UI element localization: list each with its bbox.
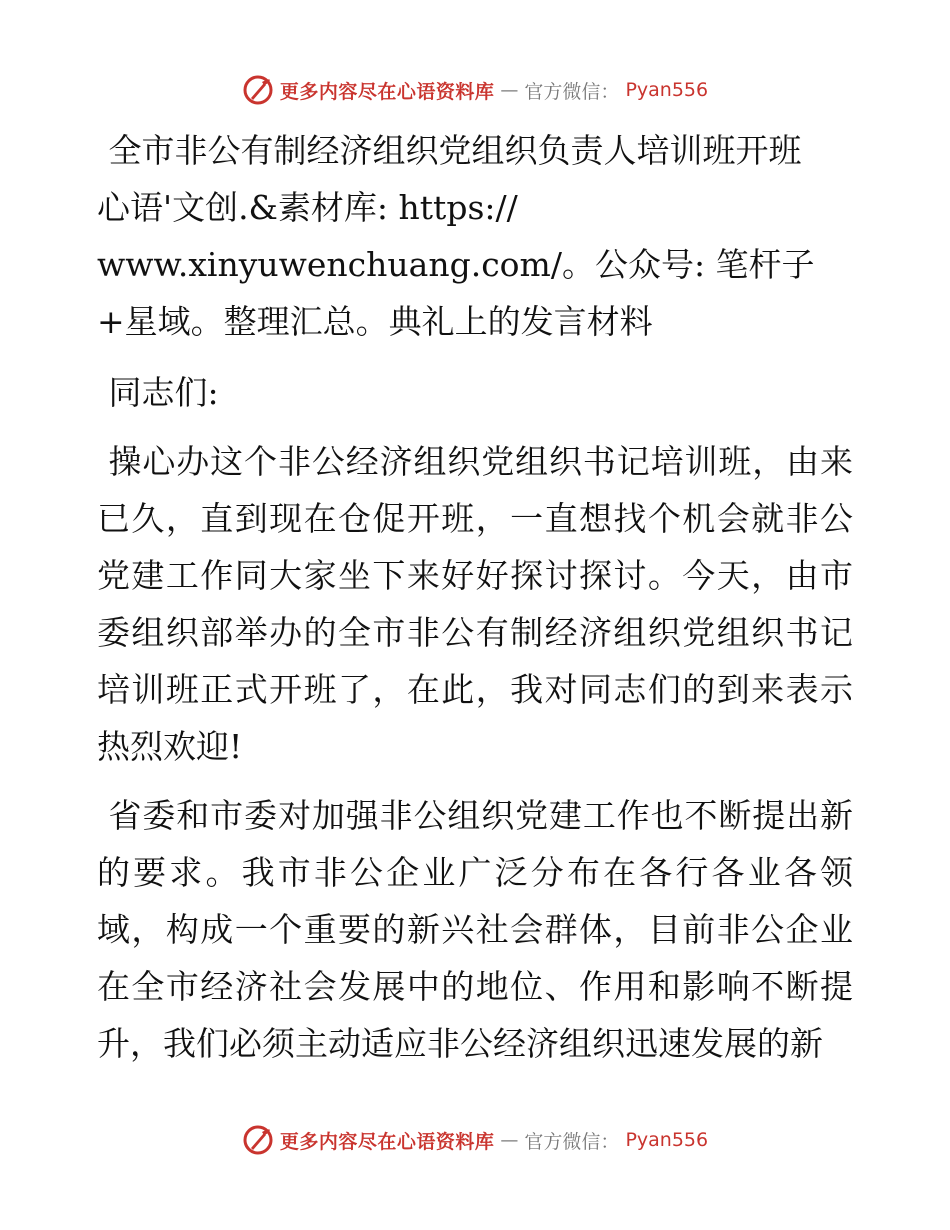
watermark-wechat-label: 官方微信：: [524, 80, 620, 103]
paragraph: 操心办这个非公经济组织党组织书记培训班，由来已久，直到现在仓促开班，一直想找个机会就非公党建工作同大家坐下来好好探讨探讨。今天，由市委组织部举办的全市非公有制经济组织党组织书记培训班正式开班了，在此，我对同志们的到来表示热烈欢迎!: [97, 442, 853, 766]
document-title-rest: 心语'文创.&素材库: https:// www.xinyuwenchuang.com/。公众号: 笔杆子+星域。整理汇总。典礼上的发言材料: [97, 188, 815, 341]
salutation: 同志们:: [108, 373, 219, 412]
paragraph: 省委和市委对加强非公组织党建工作也不断提出新的要求。我市非公企业广泛分布在各行各业各领域，构成一个重要的新兴社会群体，目前非公企业在全市经济社会发展中的地位、作用和影响不断提升，我们必须主动适应非公经济组织迅速发展的新: [97, 796, 853, 1063]
header-watermark: [0, 70, 950, 110]
quill-logo-icon: [242, 74, 274, 106]
document-title: [97, 122, 853, 350]
watermark-wechat-id: Pyan556: [625, 1129, 709, 1151]
watermark-separator: —: [500, 1129, 519, 1151]
document-body: [97, 122, 853, 1072]
watermark-wechat-label: 官方微信：: [524, 1130, 620, 1153]
document-title-line1: 全市非公有制经济组织党组织负责人培训班开班: [108, 131, 802, 170]
footer-watermark: [0, 1120, 950, 1160]
watermark-brand: 更多内容尽在心语资料库: [279, 80, 495, 103]
watermark-brand: 更多内容尽在心语资料库: [279, 1130, 495, 1153]
watermark-wechat-id: Pyan556: [625, 79, 709, 101]
quill-logo-icon: [242, 1124, 274, 1156]
watermark-separator: —: [500, 79, 519, 101]
